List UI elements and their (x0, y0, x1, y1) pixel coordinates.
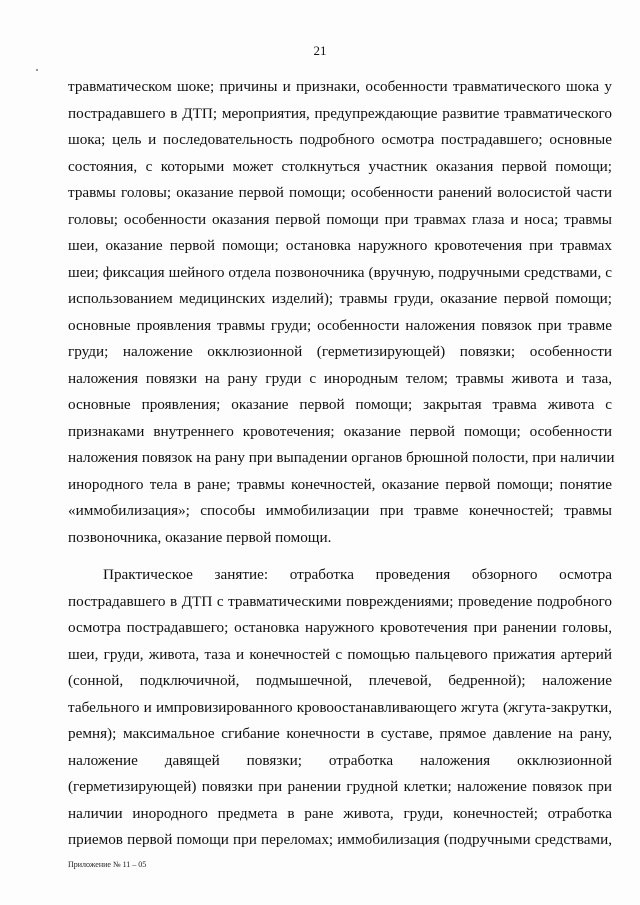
paragraph-gap (68, 551, 612, 562)
text-line: позвоночника, оказание первой помощи. (68, 528, 332, 546)
text-line: (сонной, подключичной, подмышечной, плечевой, бедренной); наложение (68, 672, 612, 689)
text-line: головы; особенности оказания первой помощи при травмах глаза и носа; травмы (68, 210, 612, 228)
text-line: шока; цель и последовательность подробного осмотра пострадавшего; основные (68, 131, 612, 148)
document-body (68, 74, 615, 854)
text-line: состояния, с которыми может столкнуться участник оказания первой помощи; (68, 157, 612, 175)
text-line: груди; наложение окклюзионной (герметизирующей) повязки; особенности (68, 343, 612, 360)
text-line: шеи, оказание первой помощи; остановка наружного кровотечения при травмах (68, 237, 612, 254)
text-line: табельного и импровизированного кровоостанавливающего жгута (жгута-закрутки, (68, 698, 612, 716)
text-line: ремня); максимальное сгибание конечности в суставе, прямое давление на рану, (68, 725, 612, 742)
text-line: Практическое занятие: отработка проведения обзорного осмотра (103, 566, 612, 583)
text-line: (герметизирующей) повязки при ранении грудной клетки; наложение повязок при (68, 778, 612, 795)
text-line: инородного тела в ране; травмы конечностей, оказание первой помощи; понятие (68, 475, 612, 493)
margin-mark (36, 69, 38, 71)
text-line: пострадавшего в ДТП с травматическими повреждениями; проведение подробного (68, 592, 612, 610)
text-line: травмы головы; оказание первой помощи; особенности ранений волосистой части (68, 184, 612, 201)
text-line: наличии инородного предмета в ране живота, груди, конечностей; отработка (68, 804, 612, 822)
text-line: наложение давящей повязки; отработка наложения окклюзионной (68, 751, 612, 769)
text-line: шеи; фиксация шейного отдела позвоночника (вручную, подручными средствами, с (68, 263, 612, 281)
text-line: травматическом шоке; причины и признаки, особенности травматического шока у (68, 78, 612, 95)
text-line: «иммобилизация»; способы иммобилизации при травме конечностей; травмы (68, 502, 612, 519)
footer-annex-label: Приложение № 11 – 05 (68, 860, 147, 869)
paragraph-1 (68, 74, 615, 551)
text-line: осмотра пострадавшего; остановка наружного кровотечения при ранении головы, (68, 619, 612, 636)
text-line: наложения повязок на рану при выпадении органов брюшной полости, при наличии (68, 449, 615, 466)
page-number: 21 (313, 43, 327, 58)
text-line: признаками внутреннего кровотечения; оказание первой помощи; особенности (68, 422, 612, 440)
text-line: наложения повязки на рану груди с инородным телом; травмы живота и таза, (68, 369, 612, 387)
text-line: основные проявления; оказание первой помощи; закрытая травма живота с (68, 396, 612, 413)
paragraph-2 (68, 562, 612, 854)
text-line: основные проявления травмы груди; особенности наложения повязок при травме (68, 316, 612, 334)
text-line: приемов первой помощи при переломах; иммобилизация (подручными средствами, (68, 831, 612, 848)
text-line: использованием медицинских изделий); травмы груди, оказание первой помощи; (68, 290, 612, 307)
text-line: пострадавшего в ДТП; мероприятия, предупреждающие развитие травматического (68, 104, 612, 122)
text-line: шеи, груди, живота, таза и конечностей с помощью пальцевого прижатия артерий (68, 645, 612, 663)
